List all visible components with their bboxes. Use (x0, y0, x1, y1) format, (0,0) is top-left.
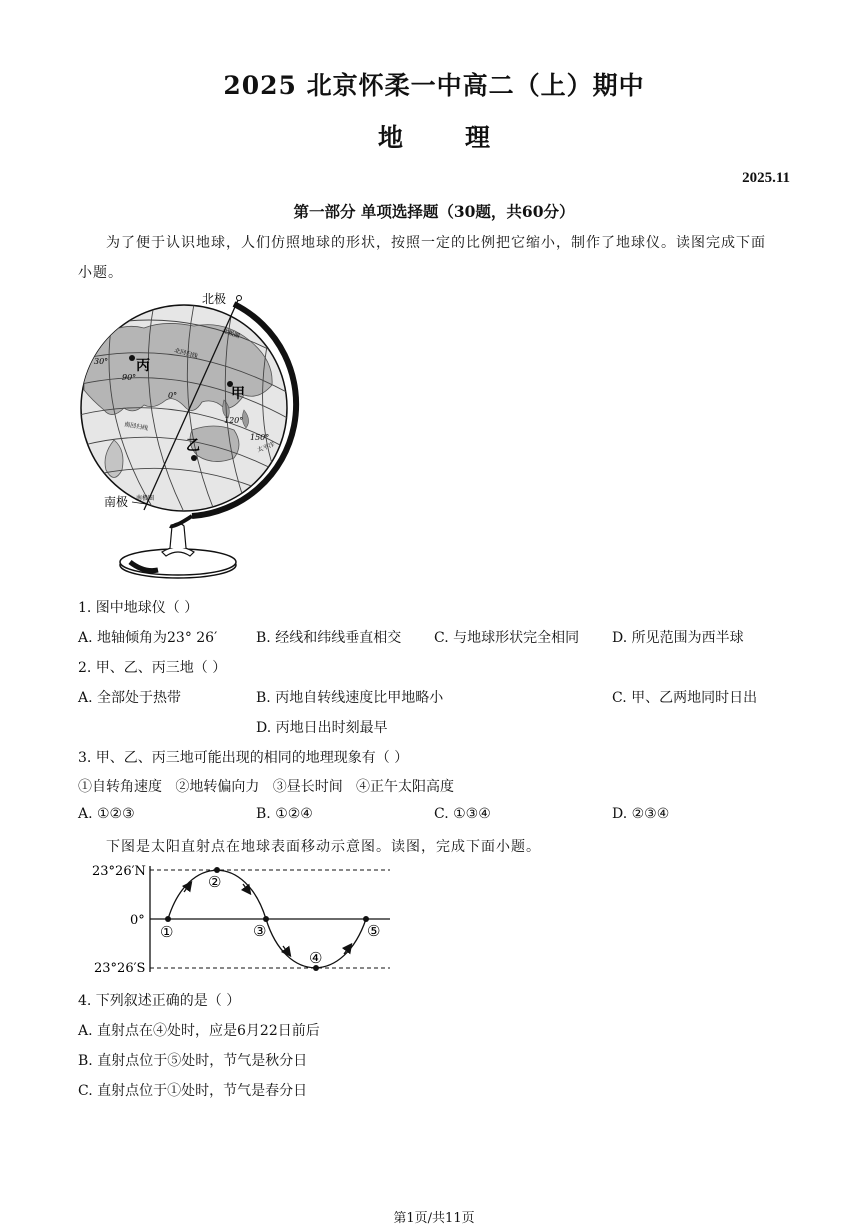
exam-title: 2025 北京怀柔一中高二（上）期中 (223, 71, 645, 100)
q3-option-b: B. ①②④ (256, 806, 313, 822)
intro-line-2: 小题。 (78, 265, 123, 281)
point-1-dot (165, 916, 171, 922)
arctic-circle-label: 北极圈 (221, 327, 241, 341)
q1-option-c: C. 与地球形状完全相同 (434, 630, 580, 646)
q1-stem: 1. 图中地球仪（ ） (78, 600, 199, 616)
q1-option-a: A. 地轴倾角为23° 26′ (78, 630, 218, 646)
q3-option-d: D. ②③④ (612, 806, 670, 822)
point-jia-label: 甲 (231, 386, 245, 402)
point-3-label: ③ (253, 922, 267, 940)
south-tropic-label: 23°26′S (94, 961, 146, 976)
intro-line-1: 为了便于认识地球，人们仿照地球的形状，按照一定的比例把它缩小，制作了地球仪。读图完成下面 (106, 235, 766, 251)
south-pole-label: 南极 (104, 495, 129, 509)
north-tropic-label: 23°26′N (92, 864, 146, 879)
tropic-capricorn-label: 南回归线 (123, 421, 149, 433)
point-4-label: ④ (309, 949, 323, 967)
q3-option-c: C. ①③④ (434, 806, 491, 822)
page-footer: 第1页/共11页 (393, 1211, 475, 1226)
subject-title: 地理 (377, 123, 552, 152)
lat-0-label: 0° (168, 391, 178, 400)
q4-option-c: C. 直射点位于①处时，节气是春分日 (78, 1083, 308, 1099)
q3-items: ①自转角速度 ②地转偏向力 ③昼长时间 ④正午太阳高度 (78, 779, 455, 795)
lon-120-label: 120° (224, 416, 244, 425)
q2-stem: 2. 甲、乙、丙三地（ ） (78, 660, 227, 676)
north-pole-marker (237, 296, 242, 301)
point-yi-dot (191, 455, 197, 461)
point-1-label: ① (160, 923, 174, 941)
intro2-text: 下图是太阳直射点在地球表面移动示意图。读图，完成下面小题。 (106, 839, 541, 855)
point-2-label: ② (208, 873, 222, 891)
globe-figure (74, 290, 314, 590)
q1-option-d: D. 所见范围为西半球 (612, 630, 744, 646)
q4-stem: 4. 下列叙述正确的是（ ） (78, 993, 241, 1009)
north-pole-label: 北极 (202, 292, 227, 306)
q2-option-c: C. 甲、乙两地同时日出 (612, 690, 758, 706)
q2-option-d: D. 丙地日出时刻最早 (256, 720, 388, 736)
q4-option-b: B. 直射点位于⑤处时，节气是秋分日 (78, 1053, 308, 1069)
exam-date: 2025.11 (742, 170, 790, 186)
q1-option-b: B. 经线和纬线垂直相交 (256, 630, 402, 646)
point-bing-dot (129, 355, 135, 361)
q2-option-b: B. 丙地自转线速度比甲地略小 (256, 690, 444, 706)
point-yi-label: 乙 (186, 438, 200, 454)
equator-label: 0° (130, 913, 145, 928)
lat-30-label: 30° (94, 357, 109, 366)
lon-150-label: 150° (250, 433, 270, 442)
section-heading: 第一部分 单项选择题（30题，共60分） (293, 202, 575, 221)
point-bing-label: 丙 (136, 358, 150, 374)
lon-90-label: 90° (122, 373, 137, 382)
intro-paragraph (78, 228, 790, 288)
sun-point-diagram (88, 858, 398, 978)
q3-stem: 3. 甲、乙、丙三地可能出现的相同的地理现象有（ ） (78, 750, 409, 766)
antarctic-circle-label: 南极圈 (136, 495, 155, 502)
q2-option-a: A. 全部处于热带 (78, 690, 182, 706)
point-5-label: ⑤ (367, 922, 381, 940)
q3-option-a: A. ①②③ (78, 806, 135, 822)
ocean-label: 太平洋 (256, 441, 276, 454)
tropic-cancer-label: 北回归线 (173, 347, 199, 361)
q4-option-a: A. 直射点在④处时，应是6月22日前后 (78, 1023, 320, 1039)
